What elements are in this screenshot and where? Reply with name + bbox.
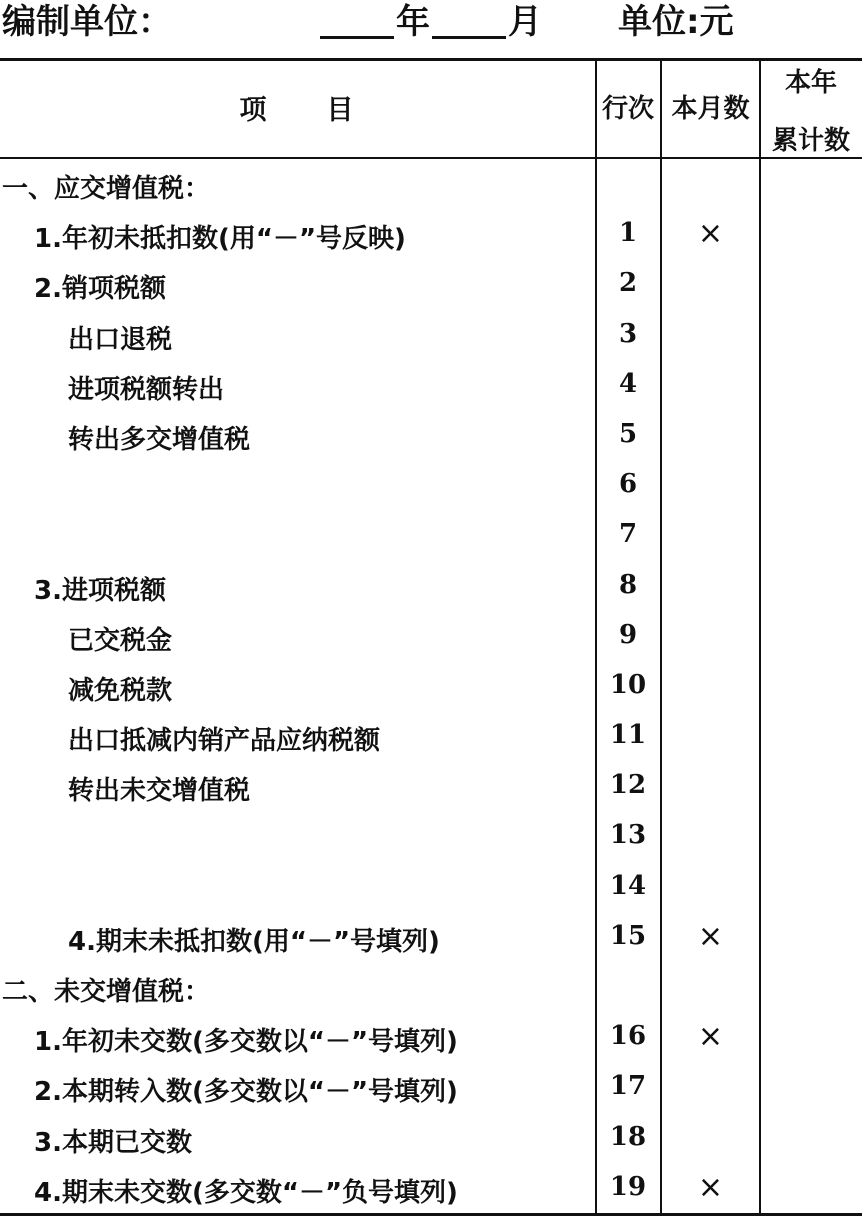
row-line-number: 11 (609, 720, 647, 751)
row-line-number: 10 (609, 669, 647, 700)
row-item-label: 减免税款 (68, 675, 173, 706)
row-item-label: 2.本期转入数(多交数以“－”号填列) (34, 1077, 458, 1108)
row-this-month-value: × (697, 1169, 724, 1205)
table-row (0, 963, 862, 1013)
table-row (0, 612, 862, 662)
row-this-month-value: × (697, 216, 724, 252)
row-line-number: 13 (609, 820, 647, 851)
column-header-ytd-line2: 累计数 (771, 126, 850, 156)
table-row (0, 562, 862, 612)
row-line-number: 7 (618, 519, 638, 550)
row-line-number: 18 (609, 1121, 647, 1152)
row-item-label: 转出未交增值税 (68, 776, 251, 807)
month-label: 月 (508, 2, 542, 42)
row-item-label: 4.期末未抵扣数(用“－”号填列) (68, 926, 440, 957)
row-item-label: 3.本期已交数 (34, 1127, 192, 1158)
row-line-number: 9 (618, 619, 638, 650)
table-row (0, 160, 862, 210)
row-item-label: 1.年初未交数(多交数以“－”号填列) (34, 1027, 458, 1058)
row-line-number: 3 (618, 318, 638, 349)
table-row (0, 260, 862, 310)
row-line-number: 8 (618, 569, 638, 600)
table-row (0, 812, 862, 862)
table-row (0, 863, 862, 913)
row-line-number: 14 (609, 870, 647, 901)
table-row (0, 1164, 862, 1214)
year-label: 年 (396, 2, 430, 42)
row-line-number: 15 (609, 920, 647, 951)
table-row (0, 511, 862, 561)
row-item-label: 转出多交增值税 (68, 424, 251, 455)
table-row (0, 311, 862, 361)
row-item-label: 已交税金 (68, 625, 173, 656)
table-row (0, 1114, 862, 1164)
table-row (0, 461, 862, 511)
table-row (0, 1063, 862, 1113)
row-line-number: 12 (609, 770, 647, 801)
row-item-label: 1.年初未抵扣数(用“－”号反映) (34, 224, 406, 255)
column-header-this-month: 本月数 (671, 94, 750, 124)
table-row (0, 361, 862, 411)
table-row (0, 712, 862, 762)
row-line-number: 19 (609, 1171, 647, 1202)
row-item-label: 进项税额转出 (68, 374, 225, 405)
preparing-unit-label: 编制单位： (2, 2, 172, 42)
row-item-label: 4.期末未交数(多交数“－”负号填列) (34, 1177, 458, 1208)
row-item-label: 2.销项税额 (34, 274, 166, 305)
year-blank (320, 0, 394, 39)
row-item-label: 二、未交增值税： (2, 977, 211, 1007)
report-header (0, 0, 862, 50)
header-divider (0, 157, 862, 159)
table-row (0, 210, 862, 260)
column-header-item: 项 目 (239, 95, 356, 126)
table-body (0, 160, 862, 1214)
row-line-number: 5 (618, 418, 638, 449)
table-row (0, 662, 862, 712)
table-row (0, 913, 862, 963)
row-this-month-value: × (697, 1019, 724, 1055)
table-row (0, 411, 862, 461)
row-line-number: 1 (618, 218, 638, 249)
row-line-number: 17 (609, 1071, 647, 1102)
table-row (0, 762, 862, 812)
row-line-number: 2 (618, 268, 638, 299)
row-line-number: 6 (618, 469, 638, 500)
column-header-line-no: 行次 (601, 94, 654, 124)
currency-unit-label: 单位:元 (618, 2, 734, 42)
row-line-number: 4 (618, 368, 638, 399)
table-row (0, 1013, 862, 1063)
month-blank (432, 0, 506, 39)
column-header-ytd-line1: 本年 (784, 68, 837, 98)
row-item-label: 出口退税 (68, 324, 173, 355)
table-top-rule (0, 58, 862, 61)
row-line-number: 16 (609, 1021, 647, 1052)
row-item-label: 出口抵减内销产品应纳税额 (68, 726, 381, 757)
row-item-label: 一、应交增值税： (2, 174, 211, 204)
row-item-label: 3.进项税额 (34, 575, 166, 606)
row-this-month-value: × (697, 918, 724, 954)
